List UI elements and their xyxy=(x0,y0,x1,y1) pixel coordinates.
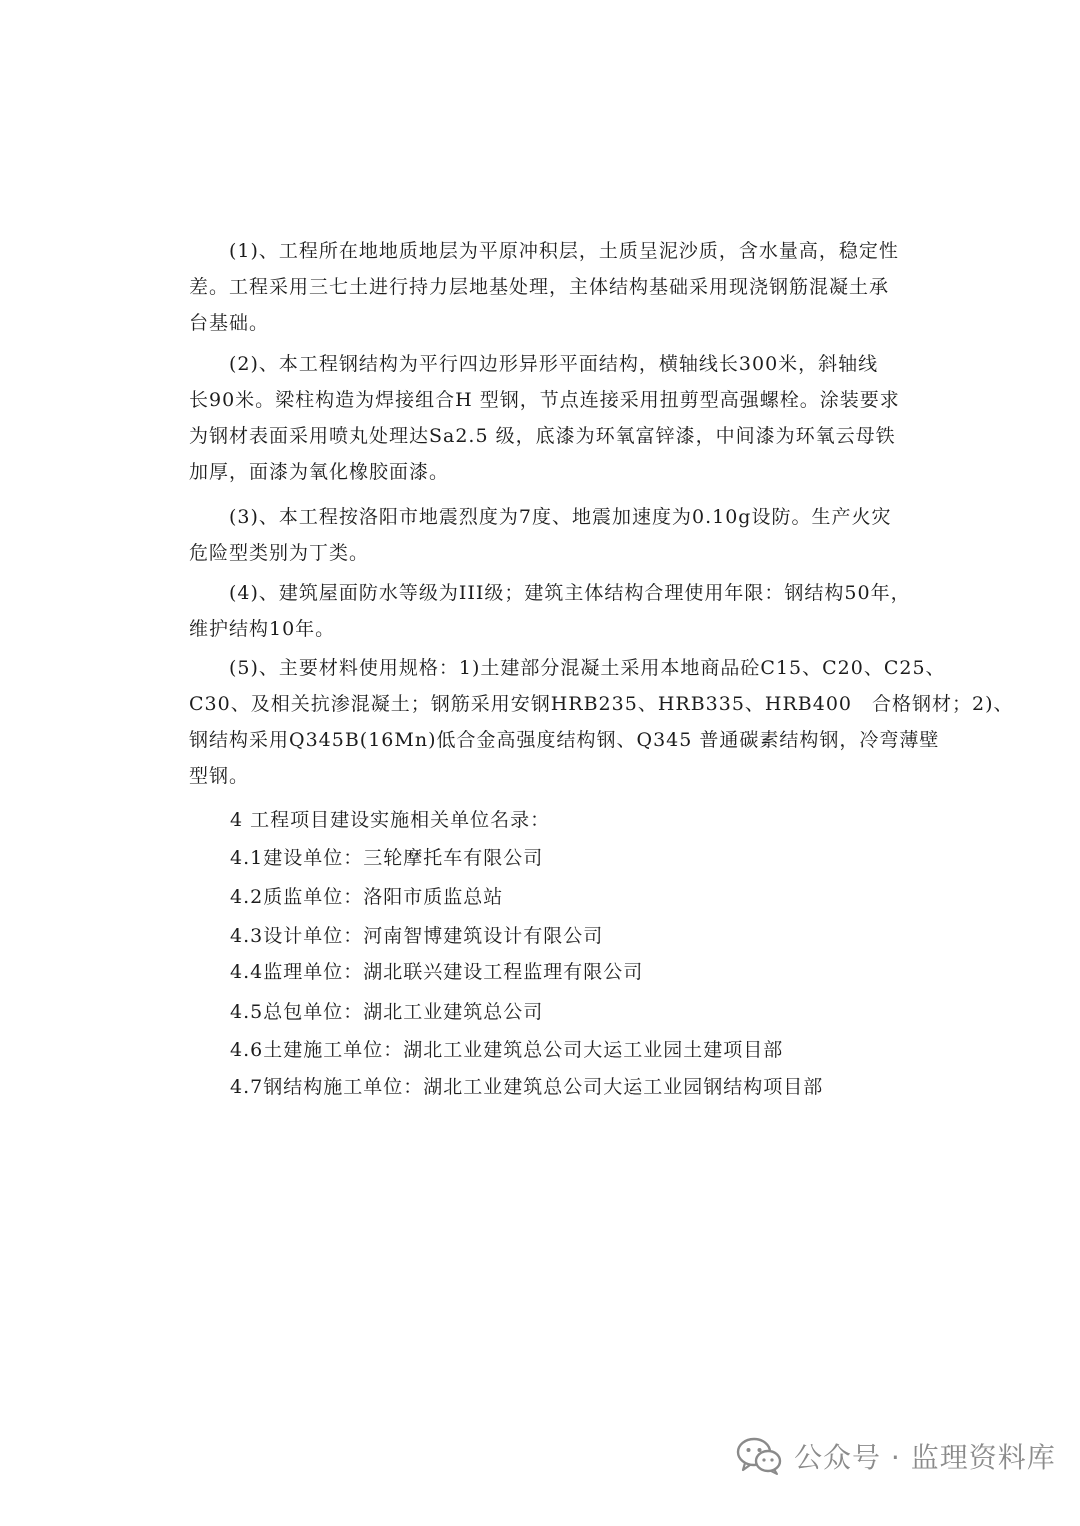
list-item: 4.3设计单位：河南智博建筑设计有限公司 xyxy=(230,925,604,947)
text-line: (4)、建筑屋面防水等级为III级；建筑主体结构合理使用年限：钢结构50年， xyxy=(189,582,911,604)
list-item: 4.2质监单位：洛阳市质监总站 xyxy=(230,886,504,908)
text-line: (3)、本工程按洛阳市地震烈度为7度、地震加速度为0.10g设防。生产火灾 xyxy=(189,506,892,528)
text-line: 维护结构10年。 xyxy=(189,618,336,640)
wechat-icon xyxy=(736,1436,782,1476)
text-line: 差。工程采用三七土进行持力层地基处理，主体结构基础采用现浇钢筋混凝土承 xyxy=(189,276,890,298)
list-item: 4.7钢结构施工单位：湖北工业建筑总公司大运工业园钢结构项目部 xyxy=(230,1076,824,1098)
watermark xyxy=(736,1432,1056,1480)
text-line: 型钢。 xyxy=(189,765,250,787)
list-item: 4.4监理单位：湖北联兴建设工程监理有限公司 xyxy=(230,961,644,983)
list-item: 4.5总包单位：湖北工业建筑总公司 xyxy=(230,1001,544,1023)
text-line: (2)、本工程钢结构为平行四边形异形平面结构，横轴线长300米，斜轴线 xyxy=(189,353,879,375)
text-line: C30、及相关抗渗混凝土；钢筋采用安钢HRB235、HRB335、HRB400 合格钢材；2)、 xyxy=(189,693,1014,715)
text-line: 钢结构采用Q345B(16Mn)低合金高强度结构钢、Q345 普通碳素结构钢，冷弯薄壁 xyxy=(189,729,940,751)
paragraph-materials xyxy=(189,650,1014,794)
watermark-text: 公众号 · 监理资料库 xyxy=(794,1441,1056,1474)
text-line: 危险型类别为丁类。 xyxy=(189,542,370,564)
text-line: (5)、主要材料使用规格：1)土建部分混凝土采用本地商品砼C15、C20、C25、 xyxy=(189,657,946,679)
text-line: 长90米。梁柱构造为焊接组合H 型钢，节点连接采用扭剪型高强螺栓。涂装要求 xyxy=(189,389,900,411)
paragraph-waterproof xyxy=(189,575,911,647)
paragraph-geology xyxy=(189,233,899,341)
list-item: 4.1建设单位：三轮摩托车有限公司 xyxy=(230,847,544,869)
text-line: 台基础。 xyxy=(189,312,270,334)
paragraph-seismic xyxy=(189,499,892,571)
text-line: 加厚，面漆为氧化橡胶面漆。 xyxy=(189,461,450,483)
list-item: 4.6土建施工单位：湖北工业建筑总公司大运工业园土建项目部 xyxy=(230,1039,784,1061)
units-heading: 4 工程项目建设实施相关单位名录： xyxy=(230,809,551,831)
text-line: 为钢材表面采用喷丸处理达Sa2.5 级，底漆为环氧富锌漆，中间漆为环氧云母铁 xyxy=(189,425,896,447)
paragraph-steel-structure xyxy=(189,346,900,490)
text-line: (1)、工程所在地地质地层为平原冲积层，土质呈泥沙质，含水量高，稳定性 xyxy=(189,240,899,262)
